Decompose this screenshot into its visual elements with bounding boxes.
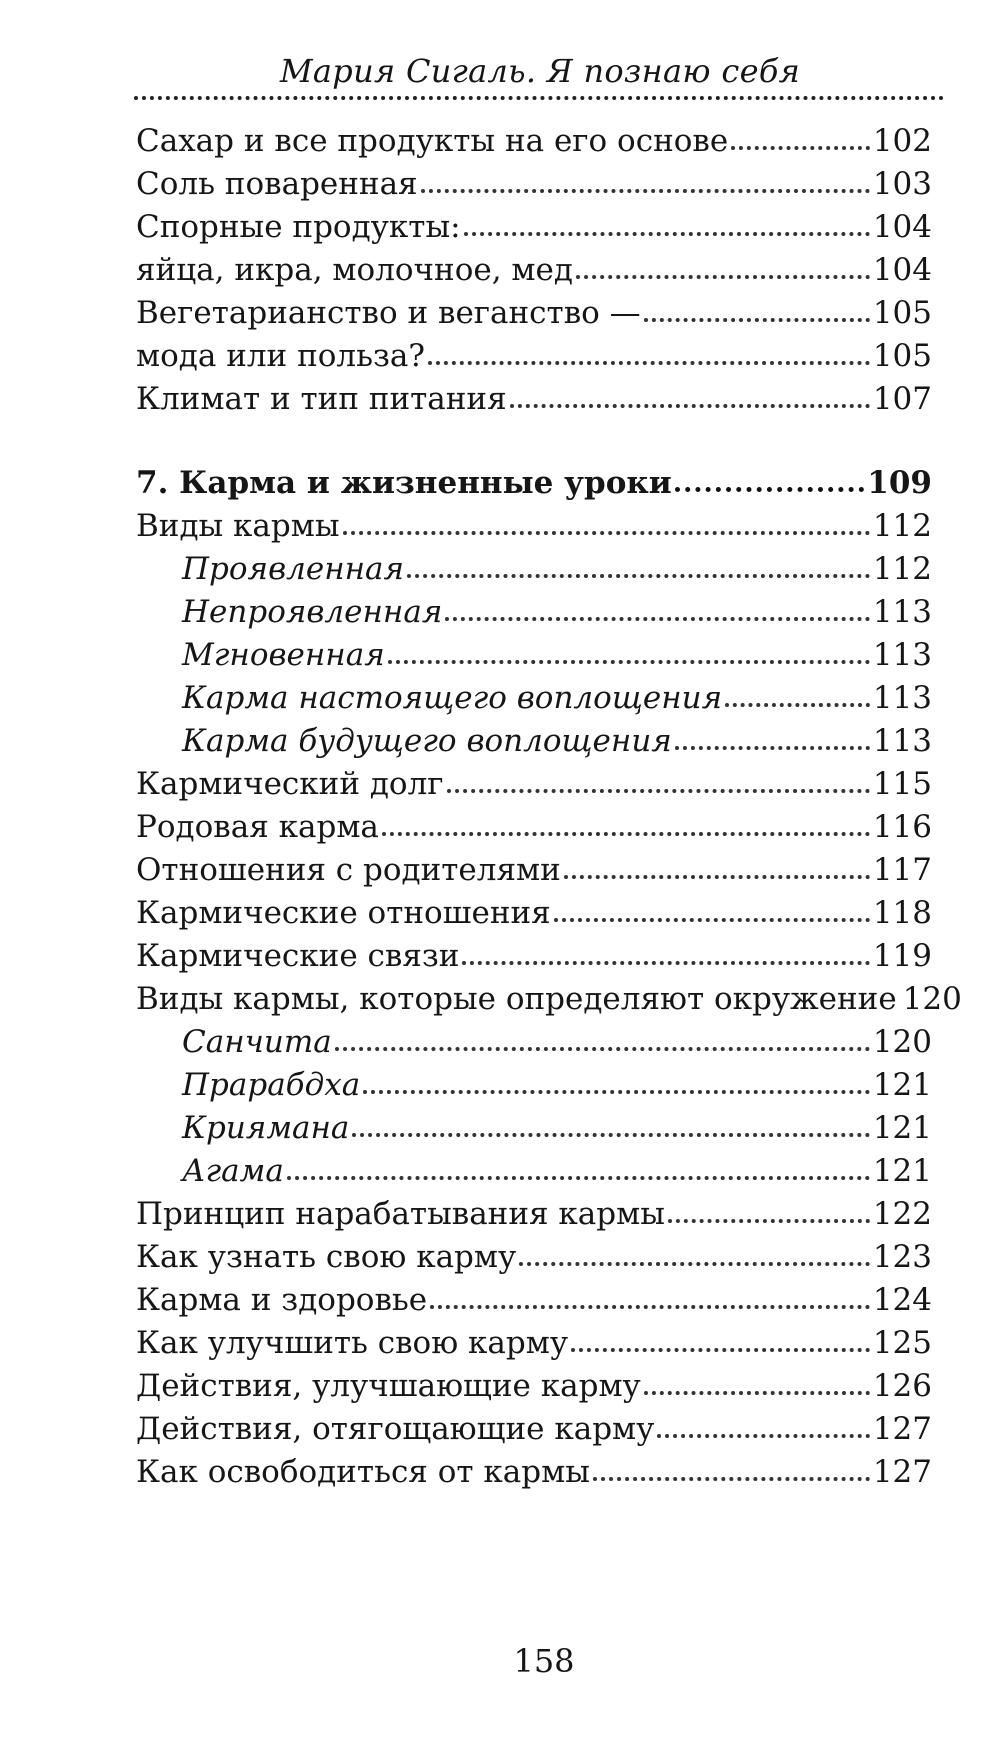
toc-entry-title: Карма будущего воплощения bbox=[182, 723, 672, 759]
toc-entry bbox=[136, 935, 932, 978]
toc-entry-title: Кармические связи bbox=[136, 938, 460, 974]
toc-entry-title: Сахар и все продукты на его основе bbox=[136, 123, 729, 159]
toc-entry-page-number: 121 bbox=[872, 1110, 932, 1146]
page-number: 158 bbox=[513, 1642, 575, 1680]
dot-leader bbox=[382, 832, 870, 836]
toc-entry bbox=[136, 978, 962, 1021]
toc-entry-page-number: 105 bbox=[872, 295, 932, 331]
toc-entry-page-number: 126 bbox=[872, 1368, 932, 1404]
toc-entry bbox=[136, 292, 932, 335]
toc-entry bbox=[136, 1279, 932, 1322]
toc-entry bbox=[136, 1365, 932, 1408]
toc-entry-page-number: 115 bbox=[872, 766, 932, 802]
dot-leader bbox=[571, 1348, 870, 1352]
toc-entry bbox=[136, 763, 932, 806]
toc-entry-title: Вегетарианство и веганство — bbox=[136, 295, 641, 331]
dot-leader bbox=[352, 1133, 869, 1137]
toc-entry-page-number: 118 bbox=[872, 895, 932, 931]
toc-subentry bbox=[136, 548, 932, 591]
toc-entry bbox=[136, 892, 932, 935]
dot-leader bbox=[363, 1090, 870, 1094]
dot-leader bbox=[510, 404, 870, 408]
dot-leader bbox=[564, 875, 870, 879]
toc-entry-title: Непроявленная bbox=[182, 594, 443, 630]
toc-group-after bbox=[136, 505, 962, 1494]
dot-leader bbox=[576, 275, 870, 279]
toc-entry-title: Действия, улучшающие карму bbox=[136, 1368, 641, 1404]
toc-entry-page-number: 104 bbox=[872, 209, 932, 245]
dot-leader bbox=[343, 531, 870, 535]
dot-leader bbox=[430, 1305, 870, 1309]
dot-leader bbox=[445, 617, 869, 621]
toc-entry bbox=[136, 378, 932, 421]
toc-entry bbox=[136, 1322, 932, 1365]
toc-subentry bbox=[136, 677, 932, 720]
toc-subentry bbox=[136, 720, 932, 763]
toc-entry bbox=[136, 163, 932, 206]
toc-entry-page-number: 113 bbox=[872, 723, 932, 759]
dot-leader bbox=[462, 961, 869, 965]
toc-entry-title: Как освободиться от кармы bbox=[136, 1454, 590, 1490]
chapter-page-number: 109 bbox=[867, 465, 932, 501]
toc-entry-title: Проявленная bbox=[182, 551, 405, 587]
dot-leader bbox=[287, 1176, 870, 1180]
toc-entry-title: Виды кармы bbox=[136, 508, 340, 544]
chapter-title: 7. Карма и жизненные уроки bbox=[136, 465, 672, 501]
toc-entry-title: Санчита bbox=[182, 1024, 332, 1060]
toc-entry bbox=[136, 1193, 932, 1236]
toc-entry-page-number: 112 bbox=[872, 508, 932, 544]
dot-leader bbox=[644, 1391, 870, 1395]
toc-entry bbox=[136, 1236, 932, 1279]
dot-leader bbox=[554, 918, 870, 922]
toc-entry-title: Родовая карма bbox=[136, 809, 379, 845]
toc-entry-title: Мгновенная bbox=[182, 637, 385, 673]
dot-leader bbox=[464, 232, 870, 236]
toc-entry-title: Спорные продукты: bbox=[136, 209, 461, 245]
toc-entry-title: Виды кармы, которые определяют окружение bbox=[136, 981, 897, 1017]
toc-entry-title: Действия, отягощающие карму bbox=[136, 1411, 655, 1447]
toc-entry-page-number: 127 bbox=[872, 1454, 932, 1490]
toc-entry-page-number: 107 bbox=[872, 381, 932, 417]
toc-entry-page-number: 120 bbox=[902, 981, 962, 1017]
running-title: Мария Сигаль. Я познаю себя bbox=[279, 52, 801, 90]
toc-entry bbox=[136, 1408, 932, 1451]
toc-entry-page-number: 104 bbox=[872, 252, 932, 288]
toc-entry bbox=[136, 1451, 932, 1494]
dot-leader bbox=[731, 146, 870, 150]
toc-entry-page-number: 112 bbox=[872, 551, 932, 587]
dot-leader bbox=[657, 1434, 869, 1438]
toc-entry-title: мода или польза? bbox=[136, 338, 425, 374]
toc-entry-page-number: 121 bbox=[872, 1067, 932, 1103]
toc-entry-title: Климат и тип питания bbox=[136, 381, 507, 417]
toc-subentry bbox=[136, 634, 932, 677]
toc-entry bbox=[136, 206, 932, 249]
toc-entry-page-number: 127 bbox=[872, 1411, 932, 1447]
toc-entry bbox=[136, 806, 932, 849]
toc-subentry bbox=[136, 1064, 932, 1107]
toc-entry bbox=[136, 849, 932, 892]
toc-entry-page-number: 119 bbox=[872, 938, 932, 974]
toc-entry-page-number: 103 bbox=[872, 166, 932, 202]
toc-entry-page-number: 102 bbox=[872, 123, 932, 159]
toc-entry-title: Карма и здоровье bbox=[136, 1282, 428, 1318]
toc-group-before bbox=[136, 120, 932, 421]
section-gap bbox=[136, 421, 932, 462]
dot-leader bbox=[644, 318, 870, 322]
toc-entry-title: Кармические отношения bbox=[136, 895, 551, 931]
toc-entry bbox=[136, 120, 932, 163]
dot-leader bbox=[335, 1047, 870, 1051]
dot-leader bbox=[447, 789, 870, 793]
toc-entry-page-number: 121 bbox=[872, 1153, 932, 1189]
table-of-contents bbox=[136, 120, 962, 1494]
dot-leader bbox=[407, 574, 870, 578]
toc-entry-page-number: 113 bbox=[872, 680, 932, 716]
toc-entry-title: Как узнать свою карму bbox=[136, 1239, 517, 1275]
dot-leader bbox=[668, 1219, 870, 1223]
toc-chapter-heading bbox=[136, 462, 932, 505]
dot-leader bbox=[428, 361, 870, 365]
toc-entry-title: Принцип нарабатывания кармы bbox=[136, 1196, 665, 1232]
toc-entry-page-number: 105 bbox=[872, 338, 932, 374]
toc-entry-page-number: 125 bbox=[872, 1325, 932, 1361]
toc-entry-title: Кармический долг bbox=[136, 766, 444, 802]
toc-entry-page-number: 113 bbox=[872, 594, 932, 630]
toc-entry-title: Криямана bbox=[182, 1110, 350, 1146]
toc-entry-page-number: 116 bbox=[872, 809, 932, 845]
dot-leader bbox=[593, 1477, 870, 1481]
toc-entry bbox=[136, 505, 932, 548]
toc-entry-title: Карма настоящего воплощения bbox=[182, 680, 723, 716]
toc-entry-title: Агама bbox=[182, 1153, 284, 1189]
toc-entry-title: Отношения с родителями bbox=[136, 852, 561, 888]
toc-entry-page-number: 120 bbox=[872, 1024, 932, 1060]
toc-entry-title: Соль поваренная bbox=[136, 166, 418, 202]
toc-entry-title: Как улучшить свою карму bbox=[136, 1325, 569, 1361]
toc-subentry bbox=[136, 1021, 932, 1064]
toc-entry-page-number: 123 bbox=[872, 1239, 932, 1275]
toc-entry-page-number: 113 bbox=[872, 637, 932, 673]
dot-leader bbox=[725, 703, 870, 707]
dot-leader bbox=[675, 746, 870, 750]
toc-entry bbox=[136, 335, 932, 378]
dot-leader bbox=[421, 189, 870, 193]
toc-entry-page-number: 117 bbox=[872, 852, 932, 888]
toc-subentry bbox=[136, 591, 932, 634]
toc-subentry bbox=[136, 1150, 932, 1193]
toc-entry-page-number: 124 bbox=[872, 1282, 932, 1318]
dot-leader bbox=[675, 487, 865, 492]
dot-leader bbox=[388, 660, 870, 664]
toc-entry-title: Прарабдха bbox=[182, 1067, 361, 1103]
toc-entry bbox=[136, 249, 932, 292]
toc-subentry bbox=[136, 1107, 932, 1150]
toc-entry-title: яйца, икра, молочное, мед bbox=[136, 252, 573, 288]
header-dotted-rule bbox=[134, 96, 944, 100]
dot-leader bbox=[519, 1262, 870, 1266]
toc-entry-page-number: 122 bbox=[872, 1196, 932, 1232]
